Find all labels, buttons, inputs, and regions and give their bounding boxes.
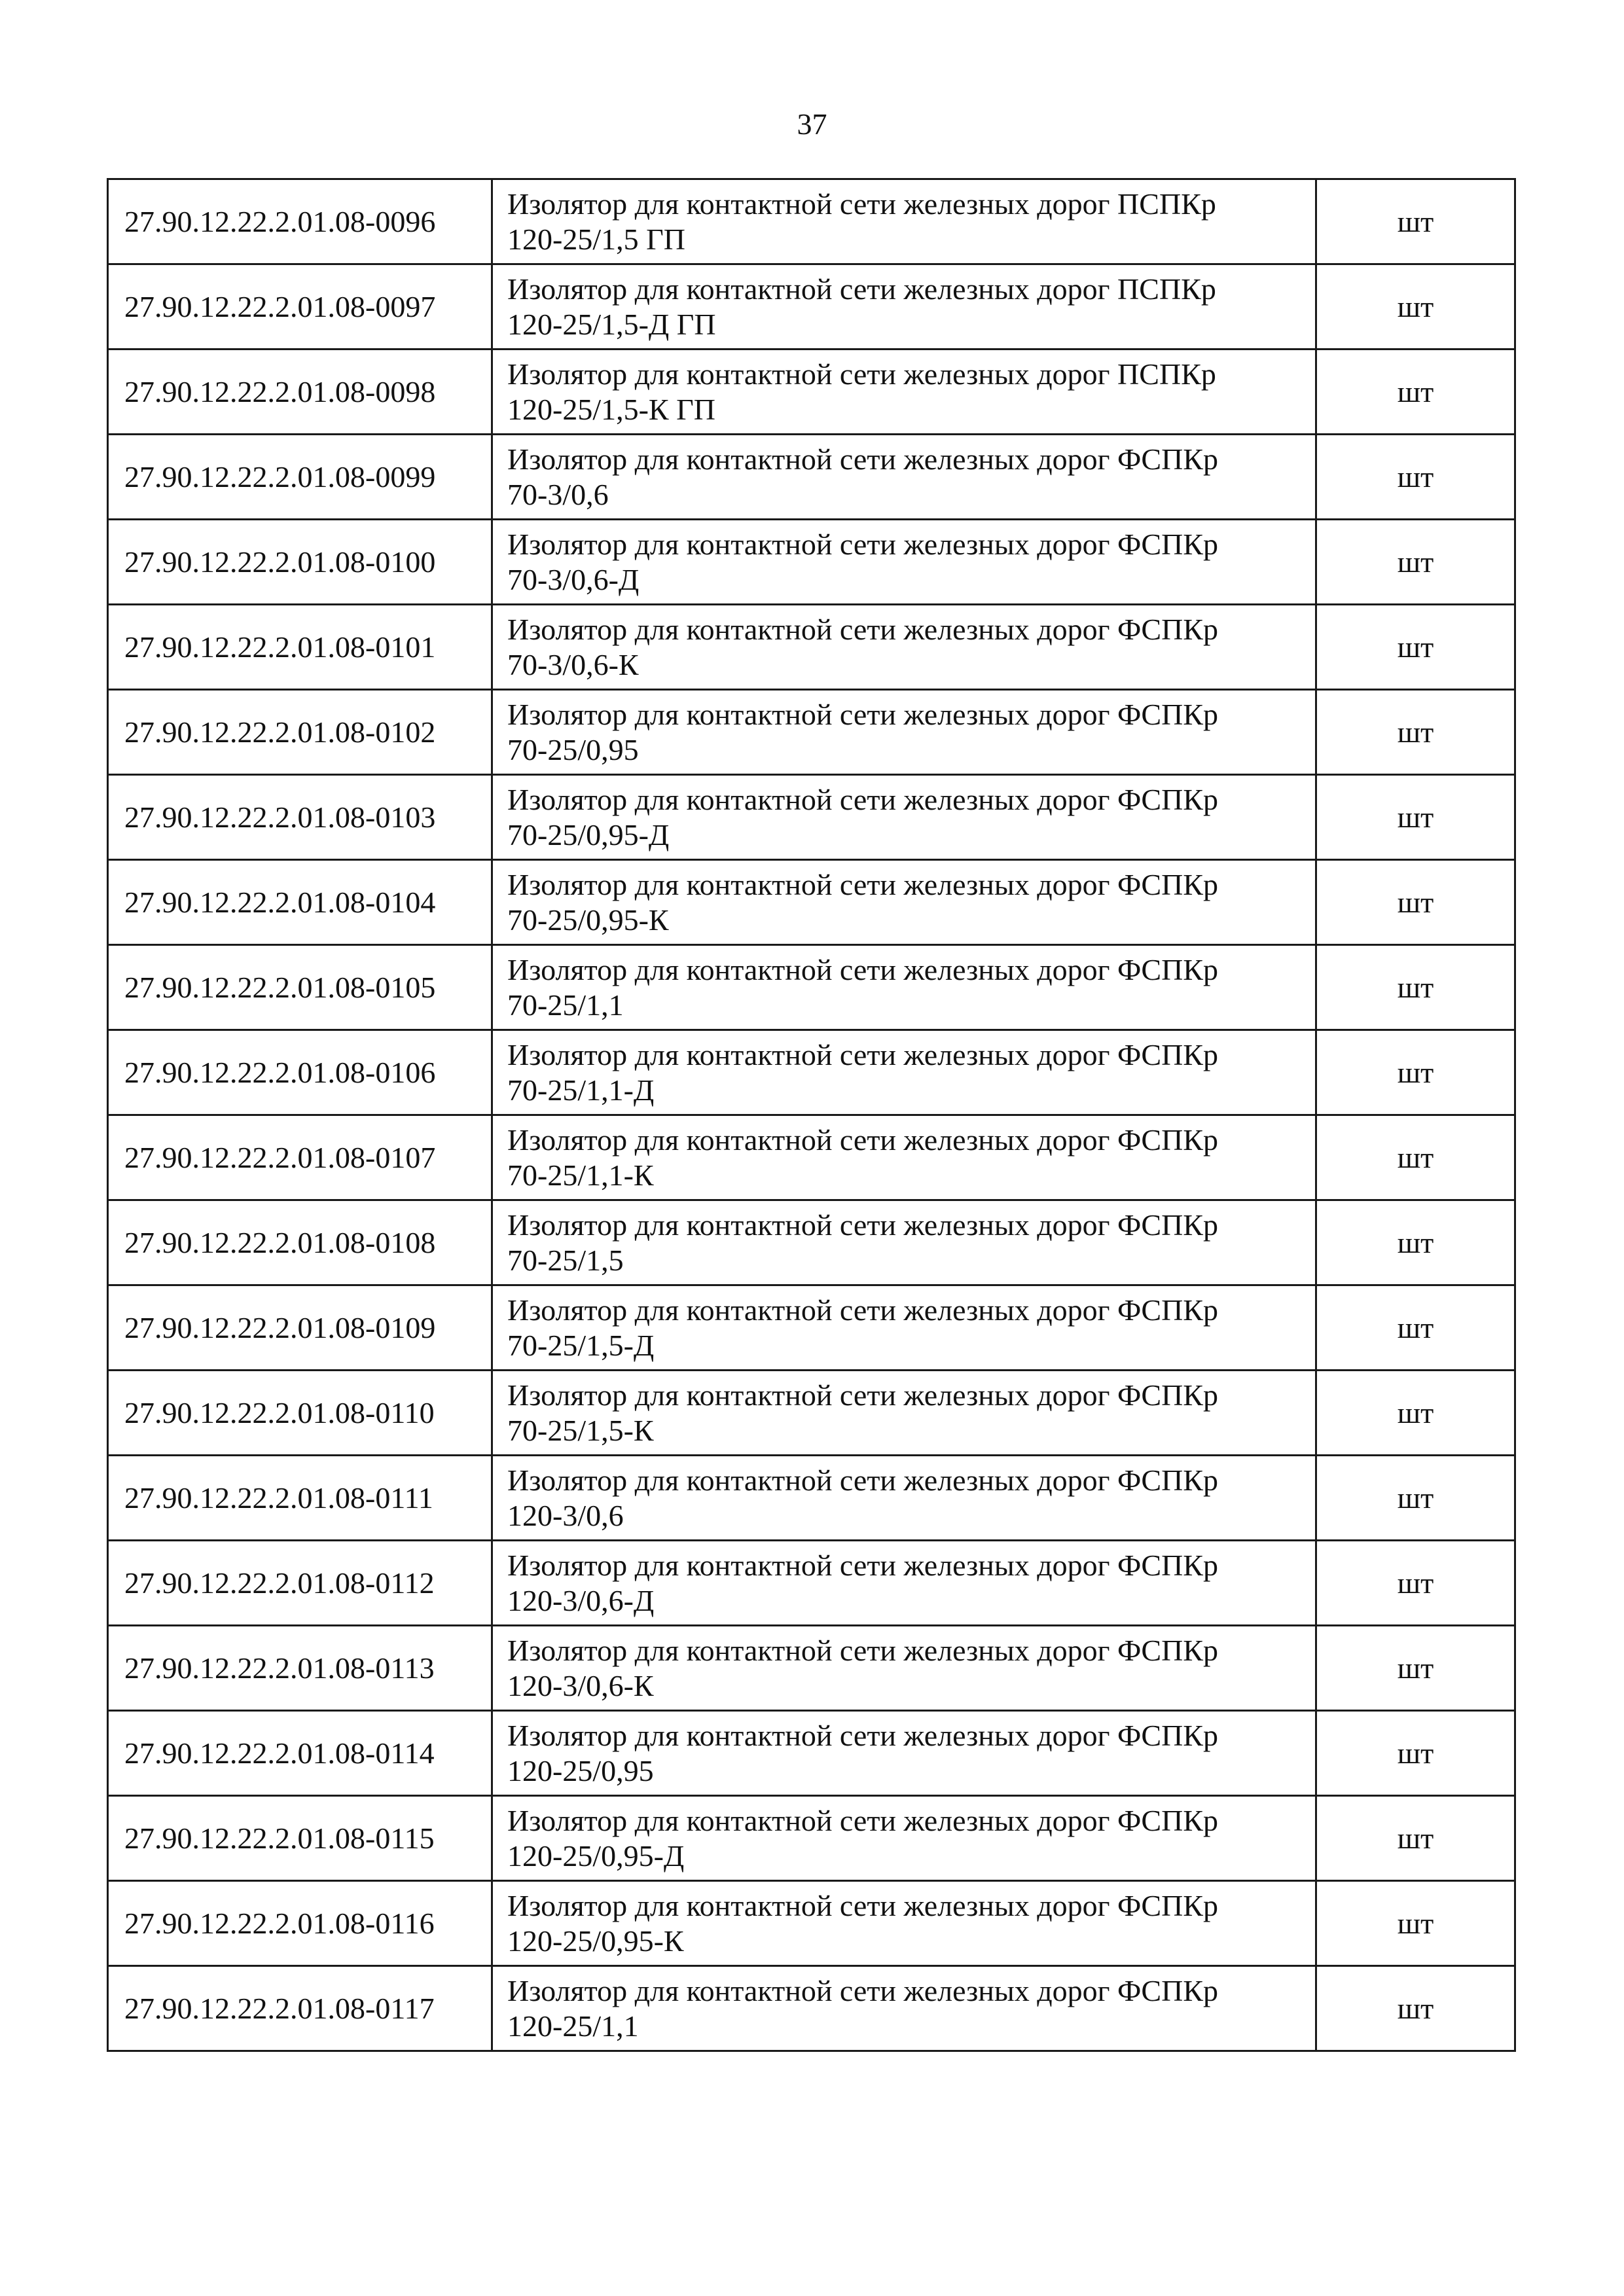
table-row [108, 1541, 1515, 1626]
table-row [108, 1030, 1515, 1115]
item-name-line-2: 120-3/0,6 [507, 1498, 624, 1532]
table-row [108, 179, 1515, 264]
item-name-line-1: Изолятор для контактной сети железных дорог ФСПКр [507, 1293, 1218, 1327]
item-unit: шт [1316, 1200, 1515, 1285]
table-row [108, 350, 1515, 435]
item-unit: шт [1316, 1881, 1515, 1966]
item-name-line-1: Изолятор для контактной сети железных дорог ФСПКр [507, 1718, 1218, 1752]
item-name [492, 1030, 1316, 1115]
page-number: 37 [797, 107, 827, 141]
item-unit: шт [1316, 179, 1515, 264]
item-name-line-1: Изолятор для контактной сети железных дорог ФСПКр [507, 1633, 1218, 1667]
item-name-line-1: Изолятор для контактной сети железных дорог ФСПКр [507, 1037, 1218, 1071]
item-name-line-2: 120-25/0,95-К [507, 1924, 684, 1958]
table-row [108, 1285, 1515, 1371]
item-name [492, 1200, 1316, 1285]
item-name-line-2: 120-25/1,5-К ГП [507, 392, 715, 426]
item-code: 27.90.12.22.2.01.08-0100 [108, 520, 492, 605]
item-code: 27.90.12.22.2.01.08-0103 [108, 775, 492, 860]
item-unit: шт [1316, 1371, 1515, 1456]
item-name [492, 1966, 1316, 2051]
item-unit: шт [1316, 350, 1515, 435]
item-name-line-2: 70-25/1,1-Д [507, 1073, 655, 1107]
item-name [492, 1285, 1316, 1371]
item-unit: шт [1316, 775, 1515, 860]
item-name-line-1: Изолятор для контактной сети железных дорог ФСПКр [507, 952, 1218, 986]
item-name [492, 264, 1316, 350]
item-name-line-1: Изолятор для контактной сети железных дорог ФСПКр [507, 867, 1218, 901]
item-unit: шт [1316, 435, 1515, 520]
item-code: 27.90.12.22.2.01.08-0111 [108, 1456, 492, 1541]
item-code: 27.90.12.22.2.01.08-0116 [108, 1881, 492, 1966]
item-unit: шт [1316, 1966, 1515, 2051]
table-row [108, 1966, 1515, 2051]
item-unit: шт [1316, 945, 1515, 1030]
table-row [108, 1200, 1515, 1285]
item-unit: шт [1316, 1456, 1515, 1541]
table-row [108, 1711, 1515, 1796]
item-name-line-2: 70-25/0,95-К [507, 903, 669, 937]
item-name-line-1: Изолятор для контактной сети железных дорог ФСПКр [507, 1208, 1218, 1242]
item-unit: шт [1316, 690, 1515, 775]
item-name-line-2: 70-3/0,6 [507, 477, 609, 511]
item-code: 27.90.12.22.2.01.08-0114 [108, 1711, 492, 1796]
table-row [108, 264, 1515, 350]
item-name [492, 1796, 1316, 1881]
item-name-line-1: Изолятор для контактной сети железных дорог ФСПКр [507, 442, 1218, 476]
table-row [108, 690, 1515, 775]
item-code: 27.90.12.22.2.01.08-0109 [108, 1285, 492, 1371]
item-code: 27.90.12.22.2.01.08-0101 [108, 605, 492, 690]
item-code: 27.90.12.22.2.01.08-0107 [108, 1115, 492, 1200]
item-name-line-2: 70-25/0,95 [507, 732, 639, 766]
item-name-line-2: 70-25/0,95-Д [507, 817, 670, 852]
table-row [108, 775, 1515, 860]
table-row [108, 945, 1515, 1030]
item-name-line-1: Изолятор для контактной сети железных дорог ФСПКр [507, 1548, 1218, 1582]
item-name [492, 520, 1316, 605]
item-name-line-1: Изолятор для контактной сети железных дорог ФСПКр [507, 527, 1218, 561]
item-name-line-1: Изолятор для контактной сети железных дорог ПСПКр [507, 272, 1216, 306]
item-name-line-2: 70-25/1,5-К [507, 1413, 654, 1447]
table-row [108, 1881, 1515, 1966]
item-name [492, 1881, 1316, 1966]
item-unit: шт [1316, 1711, 1515, 1796]
item-unit: шт [1316, 1030, 1515, 1115]
item-code: 27.90.12.22.2.01.08-0099 [108, 435, 492, 520]
item-code: 27.90.12.22.2.01.08-0110 [108, 1371, 492, 1456]
item-name-line-2: 70-25/1,5 [507, 1243, 624, 1277]
item-name [492, 775, 1316, 860]
item-name-line-1: Изолятор для контактной сети железных дорог ФСПКр [507, 612, 1218, 646]
item-code: 27.90.12.22.2.01.08-0102 [108, 690, 492, 775]
table-row [108, 1626, 1515, 1711]
item-code: 27.90.12.22.2.01.08-0105 [108, 945, 492, 1030]
table-row [108, 605, 1515, 690]
table-row [108, 860, 1515, 945]
item-unit: шт [1316, 264, 1515, 350]
item-name-line-1: Изолятор для контактной сети железных дорог ФСПКр [507, 1463, 1218, 1497]
item-code: 27.90.12.22.2.01.08-0098 [108, 350, 492, 435]
item-name-line-2: 70-25/1,5-Д [507, 1328, 655, 1362]
item-code: 27.90.12.22.2.01.08-0112 [108, 1541, 492, 1626]
table-row [108, 520, 1515, 605]
item-name [492, 435, 1316, 520]
item-unit: шт [1316, 1115, 1515, 1200]
item-unit: шт [1316, 1626, 1515, 1711]
item-unit: шт [1316, 1796, 1515, 1881]
item-name-line-1: Изолятор для контактной сети железных дорог ФСПКр [507, 697, 1218, 731]
item-name [492, 1456, 1316, 1541]
item-name [492, 1626, 1316, 1711]
item-code: 27.90.12.22.2.01.08-0117 [108, 1966, 492, 2051]
item-name-line-2: 120-25/0,95 [507, 1753, 654, 1787]
item-name [492, 945, 1316, 1030]
item-name-line-2: 70-3/0,6-Д [507, 562, 640, 596]
item-name-line-2: 70-3/0,6-К [507, 647, 639, 681]
item-name-line-1: Изолятор для контактной сети железных дорог ФСПКр [507, 1378, 1218, 1412]
items-table [107, 178, 1516, 2052]
item-name-line-2: 120-3/0,6-К [507, 1668, 654, 1702]
item-unit: шт [1316, 860, 1515, 945]
item-code: 27.90.12.22.2.01.08-0097 [108, 264, 492, 350]
item-name-line-2: 70-25/1,1 [507, 988, 624, 1022]
item-name-line-2: 120-25/1,5-Д ГП [507, 307, 716, 341]
item-code: 27.90.12.22.2.01.08-0096 [108, 179, 492, 264]
item-name [492, 690, 1316, 775]
item-name [492, 605, 1316, 690]
item-name-line-1: Изолятор для контактной сети железных дорог ФСПКр [507, 1803, 1218, 1837]
item-unit: шт [1316, 1285, 1515, 1371]
item-name-line-2: 120-3/0,6-Д [507, 1583, 655, 1617]
item-name [492, 1541, 1316, 1626]
item-unit: шт [1316, 520, 1515, 605]
table-row [108, 435, 1515, 520]
table-row [108, 1115, 1515, 1200]
item-name-line-2: 120-25/1,5 ГП [507, 222, 685, 256]
item-code: 27.90.12.22.2.01.08-0106 [108, 1030, 492, 1115]
item-name [492, 1371, 1316, 1456]
item-unit: шт [1316, 605, 1515, 690]
table-row [108, 1371, 1515, 1456]
table-row [108, 1796, 1515, 1881]
item-name-line-1: Изолятор для контактной сети железных дорог ФСПКр [507, 1888, 1218, 1922]
item-name [492, 350, 1316, 435]
item-name-line-1: Изолятор для контактной сети железных дорог ПСПКр [507, 357, 1216, 391]
item-name-line-1: Изолятор для контактной сети железных дорог ФСПКр [507, 1973, 1218, 2007]
item-code: 27.90.12.22.2.01.08-0115 [108, 1796, 492, 1881]
item-name-line-2: 120-25/1,1 [507, 2009, 639, 2043]
item-name-line-2: 120-25/0,95-Д [507, 1839, 685, 1873]
table-row [108, 1456, 1515, 1541]
item-name-line-1: Изолятор для контактной сети железных дорог ФСПКр [507, 1122, 1218, 1157]
item-name [492, 860, 1316, 945]
items-table-body [108, 179, 1515, 2051]
item-unit: шт [1316, 1541, 1515, 1626]
item-name-line-1: Изолятор для контактной сети железных дорог ФСПКр [507, 782, 1218, 816]
item-code: 27.90.12.22.2.01.08-0113 [108, 1626, 492, 1711]
item-name [492, 1711, 1316, 1796]
item-code: 27.90.12.22.2.01.08-0104 [108, 860, 492, 945]
item-name [492, 179, 1316, 264]
item-code: 27.90.12.22.2.01.08-0108 [108, 1200, 492, 1285]
item-name [492, 1115, 1316, 1200]
item-name-line-1: Изолятор для контактной сети железных дорог ПСПКр [507, 187, 1216, 221]
item-name-line-2: 70-25/1,1-К [507, 1158, 654, 1192]
